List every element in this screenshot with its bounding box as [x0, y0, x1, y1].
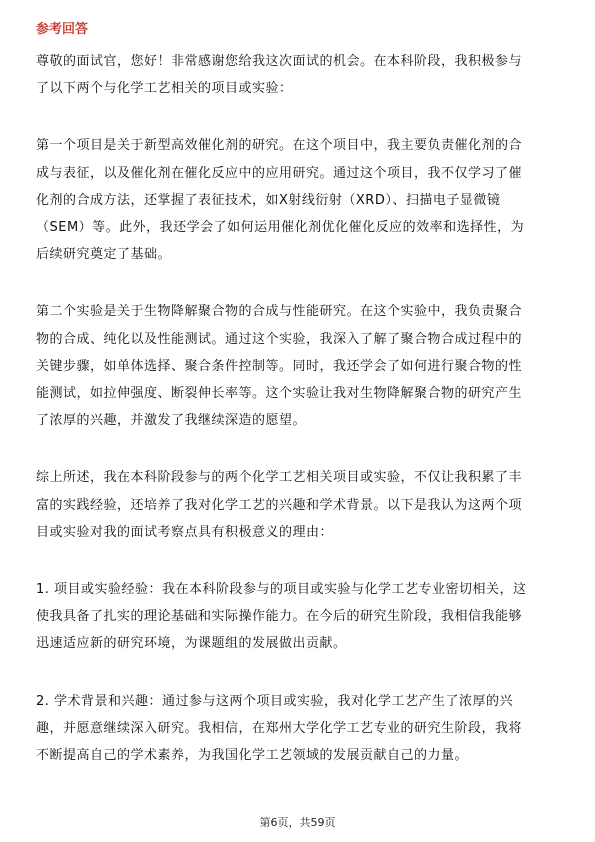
text-line: 了以下两个与化学工艺相关的项目或实验：: [36, 81, 293, 97]
text-line: 迅速适应新的研究环境，为课题组的发展做出贡献。: [36, 636, 347, 652]
text-line: 第二个实验是关于生物降解聚合物的合成与性能研究。在这个实验中，我负责聚合: [36, 304, 523, 320]
text-line: 趣，并愿意继续深入研究。我相信，在郑州大学化学工艺专业的研究生阶段，我将: [36, 720, 523, 736]
text-line: 成与表征，以及催化剂在催化反应中的应用研究。通过这个项目，我不仅学习了催: [36, 165, 523, 181]
paragraph-summary: [36, 464, 559, 546]
text-line: 目或实验对我的面试考察点具有积极意义的理由：: [36, 524, 334, 540]
text-line: 富的实践经验，还培养了我对化学工艺的兴趣和学术背景。以下是我认为这两个项: [36, 497, 523, 513]
text-line: 尊敬的面试官，您好！非常感谢您给我这次面试的机会。在本科阶段，我积极参与: [36, 54, 523, 69]
text-line: 1. 项目或实验经验：我在本科阶段参与的项目或实验与化学工艺专业密切相关，这: [36, 582, 527, 598]
text-line: 第一个项目是关于新型高效催化剂的研究。在这个项目中，我主要负责催化剂的合: [36, 138, 523, 154]
text-line: 物的合成、纯化以及性能测试。通过这个实验，我深入了解了聚合物合成过程中的: [36, 331, 523, 347]
text-line: 使我具备了扎实的理论基础和实际操作能力。在今后的研究生阶段，我相信我能够: [36, 609, 523, 625]
page-number: 第6页，共59页: [259, 816, 336, 829]
text-line: 能测试，如拉伸强度、断裂伸长率等。这个实验让我对生物降解聚合物的研究产生: [36, 386, 523, 402]
text-line: 综上所述，我在本科阶段参与的两个化学工艺相关项目或实验，不仅让我积累了丰: [36, 470, 523, 486]
text-line: 2. 学术背景和兴趣：通过参与这两个项目或实验，我对化学工艺产生了浓厚的兴: [36, 693, 514, 709]
text-line: 关键步骤，如单体选择、聚合条件控制等。同时，我还学会了如何进行聚合物的性: [36, 358, 523, 374]
paragraph-point-1: [36, 576, 559, 658]
text-line: 后续研究奠定了基础。: [36, 247, 172, 263]
text-line: 了浓厚的兴趣，并激发了我继续深造的愿望。: [36, 413, 307, 429]
paragraph-first-project: [36, 132, 559, 268]
text-line: 化剂的合成方法，还掌握了表征技术，如X射线衍射（XRD）、扫描电子显微镜: [36, 192, 501, 208]
paragraph-point-2: [36, 688, 559, 770]
paragraph-second-experiment: [36, 298, 559, 434]
text-line: 不断提高自己的学术素养，为我国化学工艺领域的发展贡献自己的力量。: [36, 748, 469, 764]
answer-body: [36, 48, 559, 799]
text-line: （SEM）等。此外，我还学会了如何运用催化剂优化催化反应的效率和选择性，为: [36, 220, 525, 236]
section-heading: 参考回答: [36, 22, 89, 37]
paragraph-intro: [36, 48, 559, 102]
